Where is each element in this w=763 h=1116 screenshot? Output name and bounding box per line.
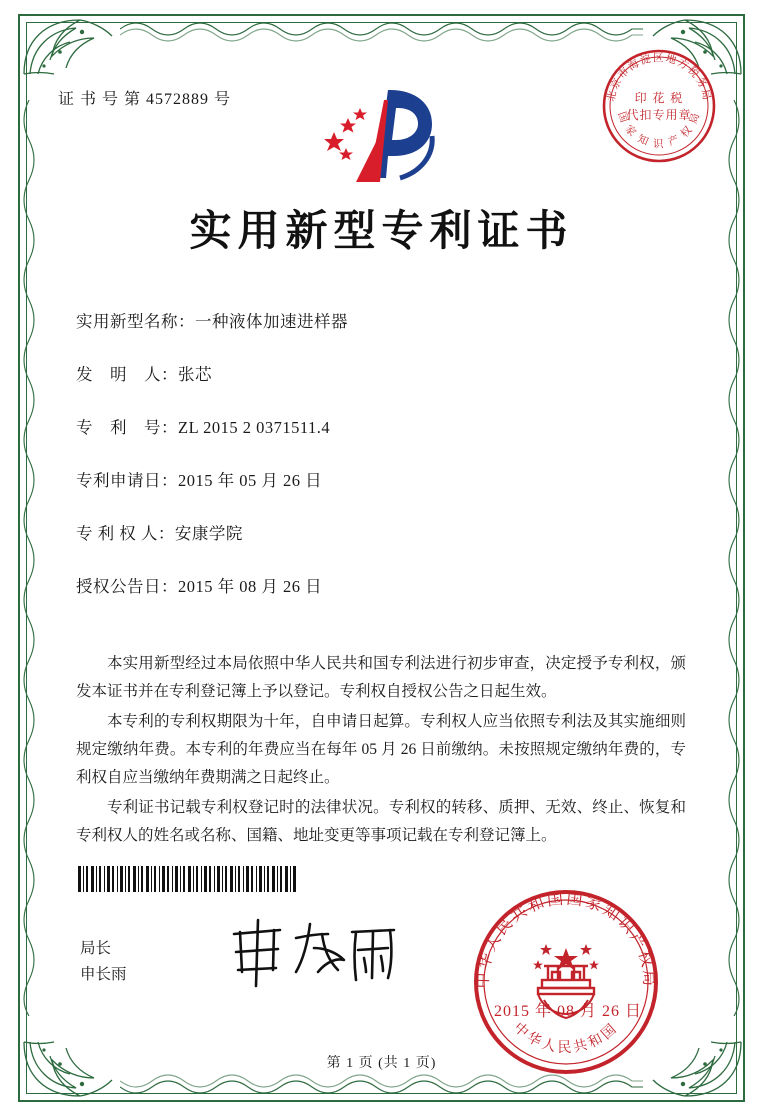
field-value: 一种液体加速进样器 xyxy=(195,312,348,331)
tax-stamp-arc-bottom: 国 家 知 识 产 权 局 xyxy=(615,110,703,150)
signature-block xyxy=(80,936,127,988)
field-label: 实用新型名称： xyxy=(76,312,195,331)
top-edge-ornament xyxy=(120,16,643,42)
national-seal-arc-top: 中华人民共和国国家知识产权局 xyxy=(472,888,660,989)
field-label: 专利申请日： xyxy=(76,471,178,491)
svg-text:中华人民共和国 xyxy=(510,1019,621,1056)
field-value: 安康学院 xyxy=(174,524,243,544)
field-row-grant-announcement-date xyxy=(76,575,686,598)
tax-stamp-line2: 代扣专用章 xyxy=(626,108,692,122)
national-seal-arc-bottom: 中华人民共和国 xyxy=(510,1019,622,1056)
field-label: 发 明 人： xyxy=(76,365,178,385)
director-name-label: 申长雨 xyxy=(80,966,127,983)
field-value: ZL 2015 2 0371511.4 xyxy=(178,418,331,438)
tax-stamp-seal xyxy=(600,47,718,165)
field-label: 专 利 号： xyxy=(76,418,178,438)
field-list xyxy=(76,310,686,629)
corner-ornament-top-left xyxy=(20,14,116,78)
field-row-patent-number xyxy=(76,416,686,439)
field-row-application-date xyxy=(76,469,686,492)
svg-text:中华人民共和国国家知识产权局 xyxy=(473,889,660,989)
paragraph-1: 本实用新型经过本局依照中华人民共和国专利法进行初步审查，决定授予专利权，颁发本证书并在专利登记簿上予以登记。专利权自授权公告之日起生效。 xyxy=(76,655,686,700)
seal-date: 2015 年 08 月 26 日 xyxy=(494,1003,643,1020)
handwritten-signature xyxy=(218,918,403,988)
tax-stamp-arc-top: 北京市海淀区地方税务局 xyxy=(604,52,714,103)
field-value: 张芯 xyxy=(178,365,212,385)
certificate-number: 证 书 号 第 4572889 号 xyxy=(58,91,232,108)
field-label: 授权公告日： xyxy=(76,577,178,597)
paragraph-3: 专利证书记载专利权登记时的法律状况。专利权的转移、质押、无效、终止、恢复和专利权人的姓名或名称、国籍、地址变更等事项记载在专利登记簿上。 xyxy=(76,799,686,844)
tax-stamp-line1: 印 花 税 xyxy=(634,91,684,105)
national-seal xyxy=(468,884,664,1080)
director-title-label: 局长 xyxy=(80,940,112,957)
field-value: 2015 年 05 月 26 日 xyxy=(178,471,323,491)
sipo-logo-icon xyxy=(310,82,460,194)
paragraph-2: 本专利的专利权期限为十年，自申请日起算。专利权人应当依照专利法及其实施细则规定缴纳年费。本专利的年费应当在每年 05 月 26 日前缴纳。未按照规定缴纳年费的，专利权自应当缴纳年费期满之日起终止。 xyxy=(76,713,686,786)
field-value: 2015 年 08 月 26 日 xyxy=(178,577,323,597)
field-label: 专 利 权 人： xyxy=(76,524,175,544)
field-row-inventor xyxy=(76,363,686,386)
page-footer: 第 1 页 (共 1 页) xyxy=(326,1056,437,1071)
page-title: 实用新型专利证书 xyxy=(189,206,574,255)
barcode xyxy=(78,866,300,892)
field-row-patentee xyxy=(76,522,686,545)
field-row-utility-model-name xyxy=(76,310,686,333)
body-text xyxy=(76,650,686,852)
